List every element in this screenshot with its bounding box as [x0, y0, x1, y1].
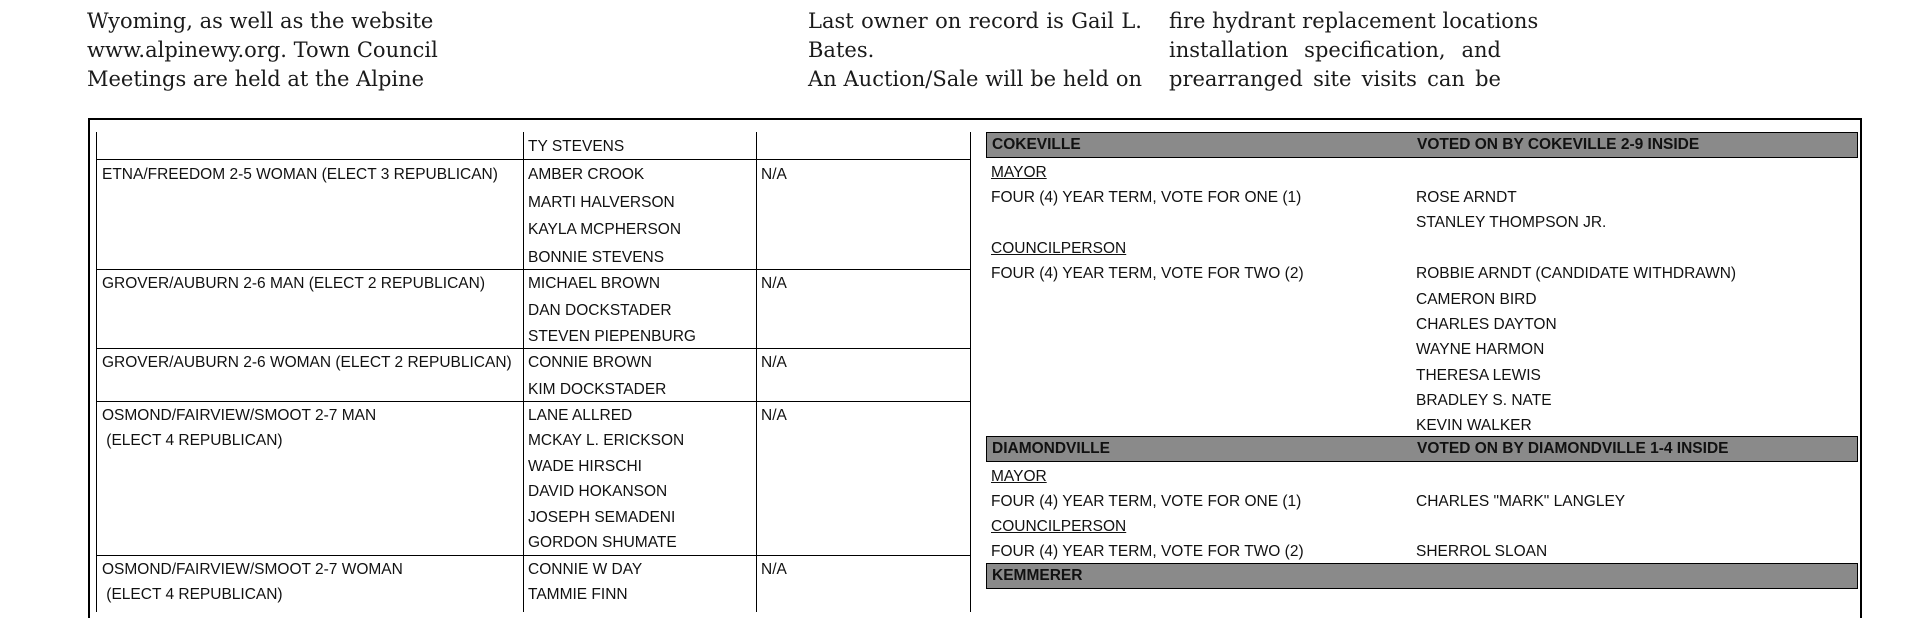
office-term: FOUR (4) YEAR TERM, VOTE FOR TWO (2) — [991, 265, 1304, 282]
article-line: installation specification, and — [1169, 38, 1501, 62]
article-line: fire hydrant replacement locations — [1169, 9, 1539, 33]
article-line: prearranged site visits can be — [1169, 67, 1501, 91]
article-line: Wyoming, as well as the website — [87, 9, 434, 33]
candidate-name: ROBBIE ARNDT (CANDIDATE WITHDRAWN) — [1416, 265, 1737, 282]
candidate-name: BRADLEY S. NATE — [1416, 392, 1552, 409]
table-rule — [96, 132, 97, 612]
candidate-name: GORDON SHUMATE — [528, 534, 677, 551]
article-line: Meetings are held at the Alpine — [87, 67, 425, 91]
race-title: OSMOND/FAIRVIEW/SMOOT 2-7 WOMAN — [102, 561, 403, 578]
candidate-name: STEVEN PIEPENBURG — [528, 328, 696, 345]
article-column-3 — [1169, 7, 1539, 94]
office-term: FOUR (4) YEAR TERM, VOTE FOR ONE (1) — [991, 493, 1302, 510]
votes-value: N/A — [761, 166, 787, 183]
candidate-name: WAYNE HARMON — [1416, 341, 1545, 358]
article-column-1 — [87, 7, 438, 94]
office-term: FOUR (4) YEAR TERM, VOTE FOR TWO (2) — [991, 543, 1304, 560]
article-line: Last owner on record is Gail L. — [808, 9, 1142, 33]
candidate-name: SHERROL SLOAN — [1416, 543, 1548, 560]
section-note: VOTED ON BY DIAMONDVILLE 1-4 INSIDE — [1417, 440, 1729, 457]
candidate-name: TAMMIE FINN — [528, 586, 628, 603]
candidate-name: LANE ALLRED — [528, 407, 633, 424]
candidate-name: WADE HIRSCHI — [528, 458, 642, 475]
section-header-diamondville — [986, 436, 1858, 462]
race-title: GROVER/AUBURN 2-6 MAN (ELECT 2 REPUBLICAN) — [102, 275, 485, 292]
section-header-cokeville — [986, 132, 1858, 158]
candidate-name: KAYLA MCPHERSON — [528, 221, 682, 238]
candidate-name: MICHAEL BROWN — [528, 275, 661, 292]
article-line: An Auction/Sale will be held on — [808, 67, 1142, 91]
section-note: VOTED ON BY COKEVILLE 2-9 INSIDE — [1417, 136, 1700, 153]
race-title: OSMOND/FAIRVIEW/SMOOT 2-7 MAN — [102, 407, 377, 424]
office-term: FOUR (4) YEAR TERM, VOTE FOR ONE (1) — [991, 189, 1302, 206]
candidate-name: DAVID HOKANSON — [528, 483, 668, 500]
article-column-2 — [808, 7, 1142, 94]
candidate-name: CHARLES DAYTON — [1416, 316, 1557, 333]
candidate-name: CONNIE BROWN — [528, 354, 652, 371]
office-label: COUNCILPERSON — [991, 240, 1127, 257]
race-title: GROVER/AUBURN 2-6 WOMAN (ELECT 2 REPUBLICAN) — [102, 354, 512, 371]
candidate-name: MARTI HALVERSON — [528, 194, 675, 211]
section-header-kemmerer — [986, 563, 1858, 589]
race-title: (ELECT 4 REPUBLICAN) — [102, 586, 283, 603]
votes-value: N/A — [761, 275, 787, 292]
office-label: MAYOR — [991, 468, 1047, 485]
article-line: www.alpinewy.org. Town Council — [87, 38, 438, 62]
candidate-name: ROSE ARNDT — [1416, 189, 1517, 206]
section-title: KEMMERER — [992, 567, 1083, 584]
table-rule — [523, 132, 524, 612]
office-label: MAYOR — [991, 164, 1047, 181]
candidate-name: STANLEY THOMPSON JR. — [1416, 214, 1607, 231]
candidate-name: CHARLES "MARK" LANGLEY — [1416, 493, 1626, 510]
candidate-name: JOSEPH SEMADENI — [528, 509, 676, 526]
section-title: DIAMONDVILLE — [992, 440, 1110, 457]
votes-value: N/A — [761, 407, 787, 424]
article-line: Bates. — [808, 38, 875, 62]
race-title: (ELECT 4 REPUBLICAN) — [102, 432, 283, 449]
office-label: COUNCILPERSON — [991, 518, 1127, 535]
candidate-name: MCKAY L. ERICKSON — [528, 432, 685, 449]
candidate-name: DAN DOCKSTADER — [528, 302, 672, 319]
candidate-name: KIM DOCKSTADER — [528, 381, 667, 398]
candidate-name: THERESA LEWIS — [1416, 367, 1541, 384]
candidate-name: BONNIE STEVENS — [528, 249, 665, 266]
votes-value: N/A — [761, 354, 787, 371]
race-title: ETNA/FREEDOM 2-5 WOMAN (ELECT 3 REPUBLICAN) — [102, 166, 498, 183]
candidate-name: AMBER CROOK — [528, 166, 645, 183]
ballot-notice — [88, 118, 1862, 618]
candidate-name: KEVIN WALKER — [1416, 417, 1532, 434]
table-rule — [756, 132, 757, 612]
votes-value: N/A — [761, 561, 787, 578]
section-title: COKEVILLE — [992, 136, 1081, 153]
candidate-name: CONNIE W DAY — [528, 561, 643, 578]
table-rule — [970, 132, 971, 612]
candidate-name: TY STEVENS — [528, 138, 625, 155]
candidate-name: CAMERON BIRD — [1416, 291, 1537, 308]
